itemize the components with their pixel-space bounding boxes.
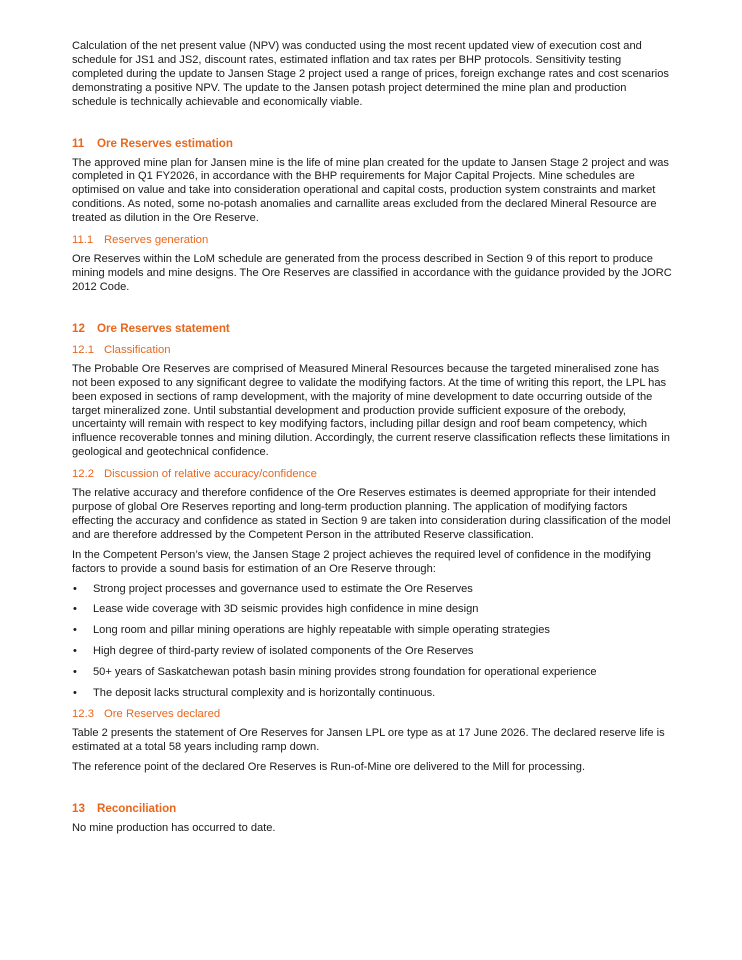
bullet-icon: • [73,624,77,637]
list-item-text: High degree of third-party review of isolated components of the Ore Reserves [93,644,474,657]
section-12-heading [72,322,672,336]
list-item-text: Strong project processes and governance used to estimate the Ore Reserves [93,582,473,595]
section-12-3-paragraph-1: Table 2 presents the statement of Ore Reserves for Jansen LPL ore type as at 17 June 2026. The declared reserve life is estimated at a total 58 years including ramp down. [72,727,665,754]
section-title: Ore Reserves declared [104,708,221,721]
section-12-2-paragraph-2: In the Competent Person’s view, the Jansen Stage 2 project achieves the required level of confidence in the modifying factors to provide a sound basis for estimation of an Ore Reserve through: [72,548,651,575]
section-12-3-paragraph-2: The reference point of the declared Ore Reserves is Run-of-Mine ore delivered to the Mill for processing. [72,761,586,774]
list-item [72,624,672,638]
section-11-1-heading [72,233,672,247]
bullet-icon: • [73,603,77,616]
section-number: 11.1 [72,234,94,247]
section-number: 12.2 [72,468,94,481]
section-title: Classification [104,343,171,356]
list-item-text: Lease wide coverage with 3D seismic provides high confidence in mine design [93,603,479,616]
list-item-text: Long room and pillar mining operations are highly repeatable with simple operating strategies [93,624,550,637]
bullet-icon: • [73,686,77,699]
section-title: Discussion of relative accuracy/confidence [104,468,317,481]
bullet-icon: • [73,665,77,678]
section-number: 12 [72,321,85,335]
section-11-paragraph: The approved mine plan for Jansen mine is the life of mine plan created for the update to Jansen Stage 2 project and was completed in Q1 FY2026, in accordance with the BHP requirements for Major Capital Projects. Mine schedules are optimised on value and take into consideration operational and capital costs, production system constraints and market conditions. As noted, some no-potash anomalies and carnallite areas excluded from the declared Mineral Resource are treated as dilution in the Ore Reserve. [72,156,669,225]
section-11-heading [72,137,672,151]
section-12-1-paragraph: The Probable Ore Reserves are comprised of Measured Mineral Resources because the targeted mineralised zone has not been exposed to any significant degree to validate the modifying factors. At the time of writing this report, the LPL has been exposed in sections of ramp development, with the majority of mine development to date occurring outside of the target mineralized zone. Until substantial development and production provide sufficient exposure of the orebody, uncertainty will remain with respect to key modifying factors, including pillar design and roof beam competency, which influence recoverable tonnes and mining dilution. Accordingly, the current reserve classification reflects these limitations in geological and geotechnical confidence. [72,362,670,459]
section-13-paragraph: No mine production has occurred to date. [72,822,276,835]
section-number: 12.1 [72,343,94,356]
section-title: Ore Reserves statement [97,321,230,335]
list-item [72,603,672,617]
list-item [72,583,672,597]
section-number: 13 [72,802,85,816]
section-12-3-heading [72,707,672,721]
section-title: Ore Reserves estimation [97,136,233,150]
section-12-2-paragraph-1: The relative accuracy and therefore confidence of the Ore Reserves estimates is deemed appropriate for their intended purpose of global Ore Reserves reporting and long-term production planning. The application of modifying factors effecting the accuracy and confidence as stated in Section 9 are taken into consideration during classification of the model and are therefore addressed by the Competent Person in the attributed Reserve classification. [72,487,671,541]
list-item [72,687,672,701]
section-12-1-heading [72,343,672,357]
confidence-bullet-list [72,583,672,701]
section-title: Reserves generation [104,234,209,247]
section-13-heading [72,802,672,816]
list-item-text: 50+ years of Saskatchewan potash basin mining provides strong foundation for operational experience [93,665,597,678]
bullet-icon: • [73,582,77,595]
document-page [72,40,672,836]
list-item-text: The deposit lacks structural complexity and is horizontally continuous. [93,686,436,699]
section-12-2-heading [72,467,672,481]
section-number: 12.3 [72,708,94,721]
list-item [72,666,672,680]
section-number: 11 [72,136,85,150]
section-11-1-paragraph: Ore Reserves within the LoM schedule are generated from the process described in Section 9 of this report to produce mining models and mine designs. The Ore Reserves are classified in accordance with the guidance provided by the JORC 2012 Code. [72,253,672,293]
list-item [72,645,672,659]
bullet-icon: • [73,644,77,657]
npv-paragraph: Calculation of the net present value (NPV) was conducted using the most recent updated view of execution cost and schedule for JS1 and JS2, discount rates, estimated inflation and tax rates per BHP protocols. Sensitivity testing completed during the update to Jansen Stage 2 project used a range of prices, foreign exchange rates and cost scenarios demonstrating a positive NPV. The update to the Jansen potash project determined the mine plan and production schedule is technically achievable and economically viable. [72,40,669,108]
section-title: Reconciliation [97,802,177,816]
